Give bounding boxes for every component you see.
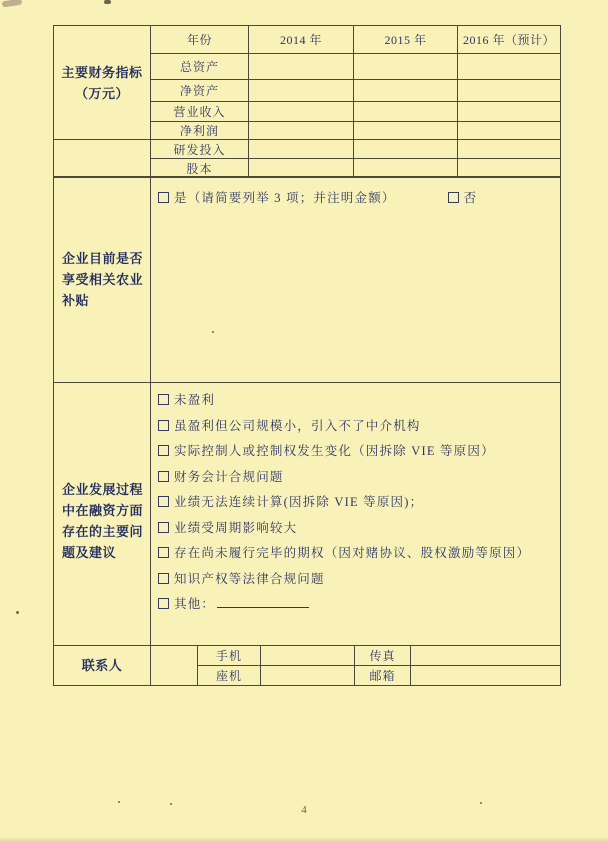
problem-option [158,469,554,486]
finance-value-cell[interactable] [354,54,458,80]
finance-header-2014: 2014 年 [249,26,354,54]
checkbox-icon[interactable] [158,522,169,533]
contact-table [53,645,561,686]
finance-value-cell[interactable] [354,159,458,178]
problems-section-label: 企业发展过程中在融资方面存在的主要问题及建议 [54,383,151,646]
problem-option-label: 虽盈利但公司规模小，引入不了中介机构 [174,418,421,433]
subsidy-table [53,176,561,383]
scan-artifact [480,802,482,804]
finance-value-cell[interactable] [249,140,354,159]
finance-table [53,25,561,178]
finance-header-2015: 2015 年 [354,26,458,54]
problem-option-label: 实际控制人或控制权发生变化（因拆除 VIE 等原因） [174,444,495,458]
contact-section-label: 联系人 [54,646,151,686]
finance-header-2016: 2016 年（预计） [458,26,561,54]
finance-indicator-label: 总资产 [151,54,249,80]
checkbox-icon[interactable] [158,445,169,456]
problem-option-label: 知识产权等法律合规问题 [174,571,325,586]
finance-value-cell[interactable] [354,102,458,122]
scan-artifact [212,331,214,333]
other-blank-line[interactable] [217,596,309,608]
problem-option [158,494,554,511]
finance-value-cell[interactable] [249,102,354,122]
finance-value-cell[interactable] [458,102,561,122]
finance-indicator-label: 研发投入 [151,140,249,159]
problem-option-other [158,596,554,613]
checkbox-icon[interactable] [158,598,169,609]
checkbox-icon[interactable] [158,192,169,203]
finance-empty-label-cell [54,140,151,178]
contact-mobile-value[interactable] [261,646,355,666]
problem-option [158,545,554,562]
scan-artifact [118,801,120,803]
finance-value-cell[interactable] [458,54,561,80]
contact-landline-value[interactable] [261,666,355,686]
contact-email-label: 邮箱 [355,666,411,686]
finance-indicator-label: 股本 [151,159,249,178]
finance-value-cell[interactable] [458,140,561,159]
subsidy-no-label: 否 [463,191,478,205]
contact-fax-label: 传真 [355,646,411,666]
subsidy-yes-label: 是（请简要列举 3 项；并注明金额） [174,191,396,205]
contact-landline-label: 座机 [198,666,261,686]
contact-fax-value[interactable] [411,646,561,666]
problem-option-label: 存在尚未履行完毕的期权（因对赌协议、股权激励等原因） [174,546,531,560]
finance-value-cell[interactable] [458,122,561,140]
finance-value-cell[interactable] [458,159,561,178]
checkbox-icon[interactable] [158,394,169,405]
subsidy-yes-option [158,191,396,205]
scan-edge-shadow [0,837,608,842]
checkbox-icon[interactable] [448,192,459,203]
finance-indicator-label: 营业收入 [151,102,249,122]
subsidy-answer-area [151,177,561,383]
checkbox-icon[interactable] [158,547,169,558]
checkbox-icon[interactable] [158,471,169,482]
finance-section-label: 主要财务指标（万元） [54,26,151,140]
scan-artifact [170,803,172,805]
contact-name-cell[interactable] [151,646,198,686]
problem-option-label: 其他： [174,597,216,611]
problems-options-area [151,383,561,646]
checkbox-icon[interactable] [158,496,169,507]
problem-option [158,520,554,537]
finance-value-cell[interactable] [249,80,354,102]
problems-table [53,382,561,646]
problem-option [158,443,554,460]
contact-email-value[interactable] [411,666,561,686]
finance-indicator-label: 净利润 [151,122,249,140]
problem-option-label: 未盈利 [174,393,216,407]
subsidy-no-option [448,191,478,205]
finance-value-cell[interactable] [354,140,458,159]
contact-mobile-label: 手机 [198,646,261,666]
finance-value-cell[interactable] [458,80,561,102]
checkbox-icon[interactable] [158,573,169,584]
scan-artifact [2,0,23,7]
finance-value-cell[interactable] [249,54,354,80]
problem-option [158,392,554,409]
finance-value-cell[interactable] [354,122,458,140]
page-number: 4 [301,804,307,816]
problem-option-label: 业绩受周期影响较大 [174,520,298,535]
checkbox-icon[interactable] [158,420,169,431]
finance-value-cell[interactable] [354,80,458,102]
problem-option-label: 业绩无法连续计算(因拆除 VIE 等原因)； [174,495,424,509]
problem-option [158,418,554,435]
problem-option [158,571,554,588]
problem-option-label: 财务会计合规问题 [174,469,284,484]
finance-value-cell[interactable] [249,159,354,178]
scan-artifact [104,0,111,4]
finance-value-cell[interactable] [249,122,354,140]
finance-header-year: 年份 [151,26,249,54]
subsidy-section-label: 企业目前是否享受相关农业补贴 [54,177,151,383]
finance-indicator-label: 净资产 [151,80,249,102]
scan-artifact [16,611,19,614]
